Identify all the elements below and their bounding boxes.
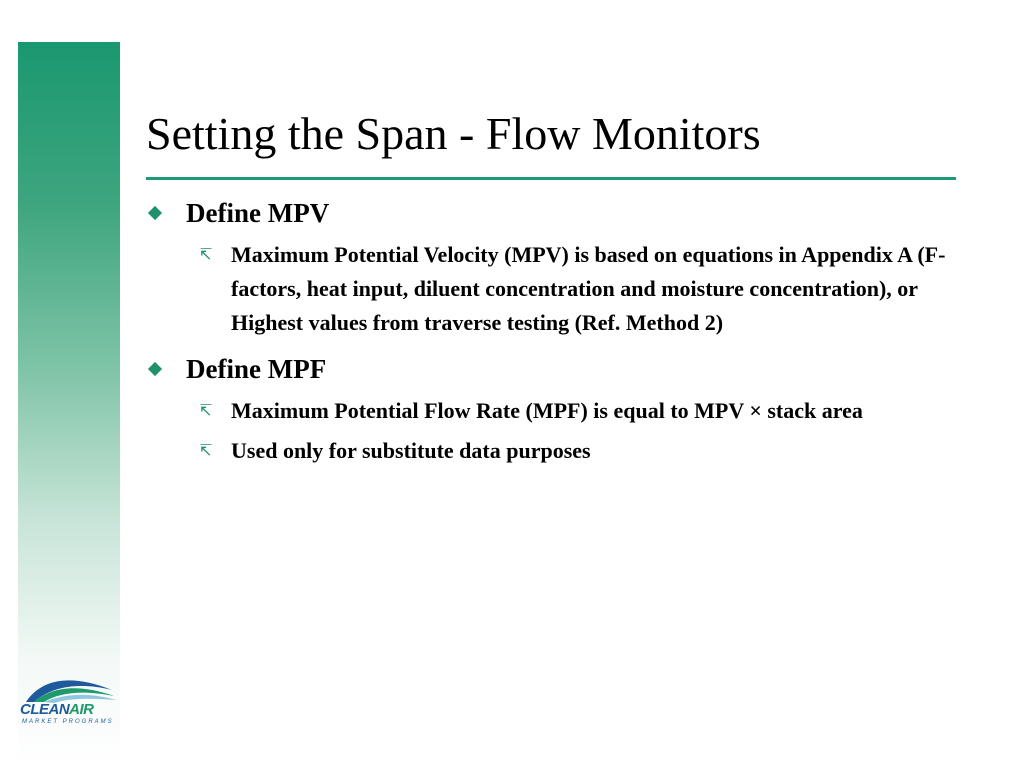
arrow-sub-bullet-icon: ↸ [199, 401, 213, 420]
sub-bullet-mpv-definition [199, 238, 970, 340]
arrow-sub-bullet-icon: ↸ [199, 245, 213, 264]
sub-bullet-mpf-definition [199, 394, 970, 428]
bullet-text: Define MPF [186, 354, 327, 384]
logo-subtitle: MARKET PROGRAMS [22, 719, 114, 725]
slide-content [150, 196, 970, 474]
decorative-side-bar [18, 42, 120, 768]
slide-title: Setting the Span - Flow Monitors [146, 108, 761, 159]
sub-bullet-text: Used only for substitute data purposes [231, 438, 591, 463]
title-underline [146, 177, 956, 180]
sub-bullet-text: Maximum Potential Flow Rate (MPF) is equal to MPV × stack area [231, 398, 863, 423]
sub-bullet-text: Maximum Potential Velocity (MPV) is based on equations in Appendix A (F-factors, heat input, diluent concentration and moisture concentration), or Highest values from traverse testing (Ref. Method 2) [231, 242, 946, 335]
diamond-bullet-icon [148, 206, 162, 220]
logo-word-air: AIR [69, 701, 94, 718]
diamond-bullet-icon [148, 362, 162, 376]
clean-air-logo [20, 672, 120, 732]
logo-swoosh-icon [20, 672, 120, 704]
bullet-define-mpf [150, 352, 970, 386]
bullet-define-mpv [150, 196, 970, 230]
logo-word-clean: CLEAN [20, 701, 70, 718]
bullet-text: Define MPV [186, 198, 330, 228]
sub-bullet-substitute-data [199, 434, 970, 468]
logo-wordmark [20, 702, 94, 718]
arrow-sub-bullet-icon: ↸ [199, 441, 213, 460]
